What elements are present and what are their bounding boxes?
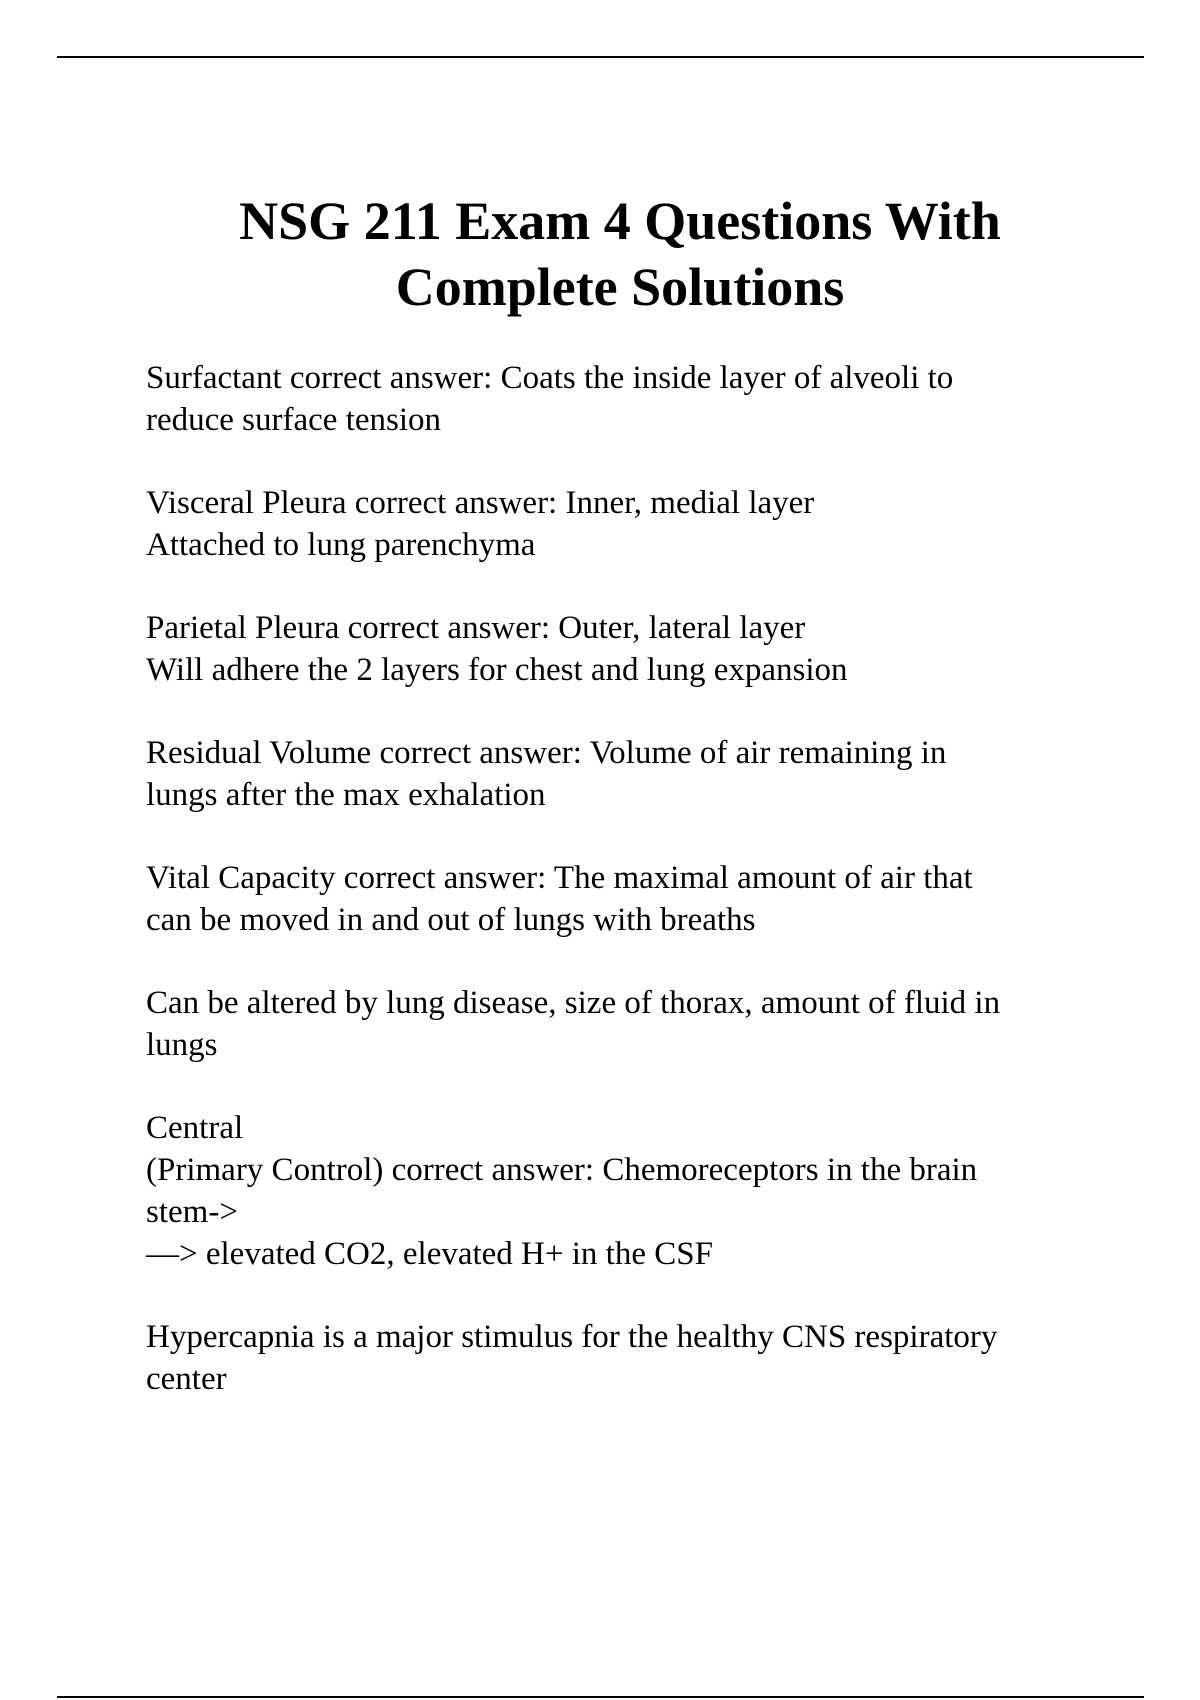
entry-line: stem-> <box>146 1194 238 1230</box>
entry-surfactant <box>146 357 1146 441</box>
footer-rule <box>57 1696 1144 1698</box>
entry-line: center <box>146 1361 227 1397</box>
entry-line: (Primary Control) correct answer: Chemoreceptors in the brain <box>146 1152 978 1188</box>
page-title <box>100 188 1140 320</box>
entry-residual-volume <box>146 732 1146 816</box>
header-rule <box>57 56 1144 58</box>
entry-line: Can be altered by lung disease, size of thorax, amount of fluid in <box>146 985 1001 1021</box>
entry-line: Hypercapnia is a major stimulus for the healthy CNS respiratory <box>146 1319 998 1355</box>
entry-parietal-pleura <box>146 607 1146 691</box>
entry-line: Attached to lung parenchyma <box>146 527 536 563</box>
entry-line: —> elevated CO2, elevated H+ in the CSF <box>146 1236 713 1272</box>
entry-line: lungs after the max exhalation <box>146 777 546 813</box>
entry-line: Parietal Pleura correct answer: Outer, lateral layer <box>146 610 806 646</box>
entry-line: Central <box>146 1110 244 1146</box>
entry-vital-capacity <box>146 857 1146 941</box>
entry-line: Vital Capacity correct answer: The maximal amount of air that <box>146 860 973 896</box>
entry-line: Residual Volume correct answer: Volume of air remaining in <box>146 735 947 771</box>
entry-line: Will adhere the 2 layers for chest and lung expansion <box>146 652 848 688</box>
entry-vital-capacity-note <box>146 982 1146 1066</box>
entry-line: Surfactant correct answer: Coats the inside layer of alveoli to <box>146 360 954 396</box>
entry-line: reduce surface tension <box>146 402 442 438</box>
entry-visceral-pleura <box>146 482 1146 566</box>
document-body <box>146 357 1146 1441</box>
entry-line: lungs <box>146 1027 218 1063</box>
title-line-1: NSG 211 Exam 4 Questions With <box>239 191 1001 251</box>
entry-hypercapnia <box>146 1316 1146 1400</box>
title-line-2: Complete Solutions <box>395 257 845 317</box>
entry-central-control <box>146 1107 1146 1275</box>
entry-line: Visceral Pleura correct answer: Inner, medial layer <box>146 485 815 521</box>
entry-line: can be moved in and out of lungs with breaths <box>146 902 756 938</box>
